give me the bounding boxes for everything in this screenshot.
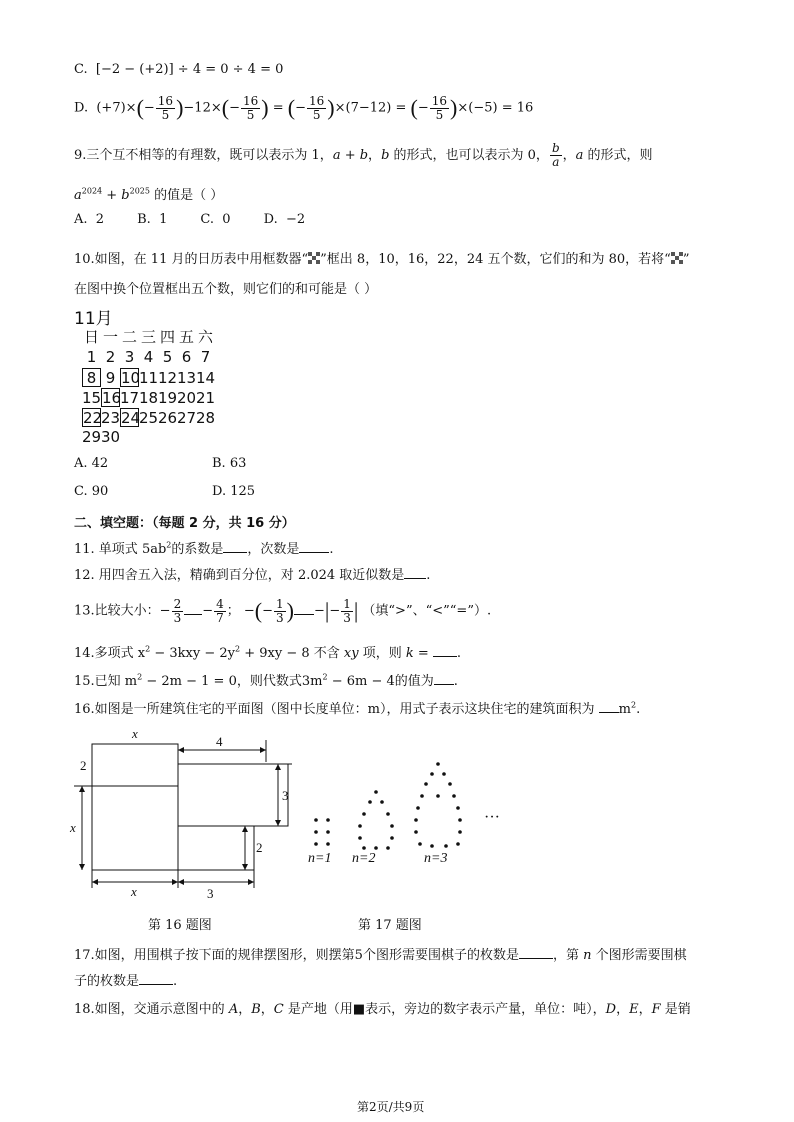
go-stone-dot	[362, 812, 366, 816]
calendar-day: 17	[120, 389, 140, 407]
calendar-day: 28	[196, 409, 216, 427]
go-stone-dot	[430, 772, 434, 776]
go-stone-dot	[314, 830, 318, 834]
go-stone-dot	[452, 794, 456, 798]
calendar-row	[82, 388, 215, 408]
frame-counter-icon	[308, 252, 320, 264]
calendar-day: 1	[86, 348, 97, 366]
go-stone-dot	[368, 800, 372, 804]
calendar-day: 3	[124, 348, 135, 366]
fig16-top-rect	[92, 744, 178, 786]
q10-option-d: D. 125	[212, 484, 256, 499]
figure-16-17	[60, 722, 520, 912]
q9-stem: 9.三个互不相等的有理数，既可以表示为 1，a + b，b 的形式，也可以表示为 0， $\frac{b}{a}$ ，a 的形式，则	[74, 141, 653, 169]
go-stone-dot	[458, 830, 462, 834]
go-stone-dot	[424, 782, 428, 786]
go-stone-dot	[436, 762, 440, 766]
go-stone-dot	[326, 842, 330, 846]
fig16-right-rect	[178, 764, 288, 826]
calendar-weekday: 三	[140, 328, 156, 346]
fig16-label-2-left: 2	[80, 758, 87, 773]
go-stone-dot	[456, 806, 460, 810]
q8-option-c: C. [−2 − (+2)] ÷ 4 = 0 ÷ 4 = 0	[74, 62, 284, 77]
calendar-day: 13	[177, 369, 197, 387]
q10-option-a: A. 42	[74, 456, 109, 471]
fig16-label-2-right: 2	[256, 840, 263, 855]
q10-stem-line2: 在图中换个位置框出五个数，则它们的和可能是（ ）	[74, 282, 378, 297]
page-footer: 第2页/共9页	[357, 1100, 425, 1114]
go-stone-dot	[362, 846, 366, 850]
go-stone-dot	[390, 836, 394, 840]
calendar-day: 8	[82, 368, 101, 387]
go-stone-dot	[314, 818, 318, 822]
calendar-day: 26	[158, 409, 178, 427]
calendar-day: 12	[158, 369, 178, 387]
go-stone-dot	[444, 844, 448, 848]
calendar-day: 2	[105, 348, 116, 366]
q10-option-c: C. 90	[74, 484, 109, 499]
calendar-day: 18	[139, 389, 159, 407]
go-stone-dot	[430, 844, 434, 848]
calendar-row	[82, 428, 120, 447]
calendar-day: 4	[143, 348, 154, 366]
calendar-weekday: 日	[83, 328, 99, 346]
frame-counter-icon	[671, 252, 683, 264]
calendar-day: 9	[105, 369, 116, 387]
q11: 11. 单项式 $5ab^2$的系数是 ，次数是 .	[74, 540, 334, 557]
go-stone-dot	[418, 842, 422, 846]
fig17-ellipsis: ···	[484, 809, 500, 826]
calendar-day: 5	[162, 348, 173, 366]
q18: 18.如图，交通示意图中的 A，B，C 是产地（用■表示，旁边的数字表示产量，单位：吨），D，E，F 是销	[74, 1002, 691, 1017]
calendar-weekday: 五	[178, 328, 194, 346]
calendar-day: 24	[121, 409, 141, 427]
go-stone-dot	[448, 782, 452, 786]
go-stone-dot	[314, 842, 318, 846]
go-stone-dot	[386, 846, 390, 850]
fig16-bottom-rect	[178, 826, 254, 870]
q10-option-b: B. 63	[212, 456, 247, 471]
fig16-label-x-top: x	[132, 726, 138, 741]
fig16-label-3-bottom: 3	[207, 886, 214, 901]
fig16-left-rect	[92, 786, 178, 870]
caption-fig16: 第 16 题图	[148, 918, 212, 933]
go-stone-dot	[414, 818, 418, 822]
calendar-day: 14	[196, 369, 216, 387]
calendar-day: 15	[82, 389, 102, 407]
fig17-label-n2: n=2	[352, 851, 376, 866]
fig16-label-x-left: x	[70, 820, 76, 835]
fig17-label-n1: n=1	[308, 851, 332, 866]
q16: 16.如图是一所建筑住宅的平面图（图中长度单位：m），用式子表示这块住宅的建筑面积为 $m^2$.	[74, 700, 641, 717]
caption-fig17: 第 17 题图	[358, 918, 422, 933]
q14: 14.多项式 $x^2 - 3kxy - 2y^2 + 9xy - 8$ 不含 xy 项，则 k = .	[74, 644, 462, 661]
calendar-day: 16	[102, 389, 122, 407]
q8-option-d: D. (+7)×(− $\frac{16}{5}$ )−12×(− $\frac{16}{5}$ ) = (− $\frac{16}{5}$ )×(7−12) = (− $\frac{16}{5}$ )×(−5) = 16	[74, 93, 534, 122]
go-stone-dot	[420, 794, 424, 798]
calendar-day: 20	[177, 389, 197, 407]
go-stone-dot	[458, 818, 462, 822]
calendar-day: 25	[139, 409, 159, 427]
go-stone-dot	[380, 800, 384, 804]
calendar-day: 23	[101, 409, 121, 427]
calendar-row	[82, 348, 215, 367]
calendar-day: 30	[101, 428, 121, 446]
calendar-title: 11月	[74, 309, 113, 329]
go-stone-dot	[414, 830, 418, 834]
calendar-row	[82, 408, 215, 428]
go-stone-dot	[326, 830, 330, 834]
fig16-label-x-bottom: x	[131, 884, 137, 899]
calendar-weekday: 六	[197, 328, 213, 346]
q17-line1: 17.如图，用围棋子按下面的规律摆图形，则摆第5个图形需要围棋子的枚数是 ，第 n 个图形需要围棋	[74, 948, 687, 963]
calendar-day: 27	[177, 409, 197, 427]
q12: 12. 用四舍五入法，精确到百分位，对 2.024 取近似数是 .	[74, 568, 431, 583]
go-stone-dot	[390, 824, 394, 828]
fig17-label-n3: n=3	[424, 851, 448, 866]
go-stone-dot	[386, 812, 390, 816]
calendar-day: 7	[200, 348, 211, 366]
go-stone-dot	[442, 772, 446, 776]
calendar-weekday: 四	[159, 328, 175, 346]
q13: 13.比较大小：− $\frac{2}{3}$ − $\frac{4}{7}$ ； −(− $\frac{1}{3}$ ) −|− $\frac{1}{3}$ | （填“>”、“<”“=”）.	[74, 596, 492, 625]
go-stone-dot	[374, 790, 378, 794]
calendar-row	[82, 368, 215, 388]
go-stone-dot	[358, 836, 362, 840]
go-stone-dot	[358, 824, 362, 828]
q15: 15.已知 $m^2 - 2m - 1 = 0$，则代数式$3m^2 - 6m - 4$的值为 .	[74, 672, 458, 689]
calendar-weekdays	[82, 328, 215, 347]
q17-line2: 子的枚数是 .	[74, 974, 178, 989]
q10-stem-line1: 10.如图，在 11 月的日历表中用框数器“ ”框出 8，10，16，22，24 五个数，它们的和为 80，若将“ ”	[74, 252, 690, 267]
calendar-weekday: 一	[102, 328, 118, 346]
calendar-day: 21	[196, 389, 216, 407]
go-stone-dot	[436, 794, 440, 798]
q9-expression: $a^{2024} + b^{2025}$ 的值是（ ）	[74, 186, 224, 203]
go-stone-dot	[416, 806, 420, 810]
section-heading: 二、填空题：（每题 2 分，共 16 分）	[74, 516, 295, 531]
go-stone-dot	[456, 842, 460, 846]
calendar-day: 29	[82, 428, 102, 446]
fig16-label-4: 4	[216, 734, 223, 749]
calendar-weekday: 二	[121, 328, 137, 346]
calendar-day: 22	[83, 409, 103, 427]
go-stone-dot	[374, 846, 378, 850]
calendar-day: 11	[139, 369, 159, 387]
calendar-day: 19	[158, 389, 178, 407]
q9-options: A. 2 B. 1 C. 0 D. −2	[74, 212, 306, 227]
fig16-label-3-right: 3	[282, 788, 289, 803]
go-stone-dot	[326, 818, 330, 822]
calendar-day: 10	[121, 369, 141, 387]
calendar-day: 6	[181, 348, 192, 366]
